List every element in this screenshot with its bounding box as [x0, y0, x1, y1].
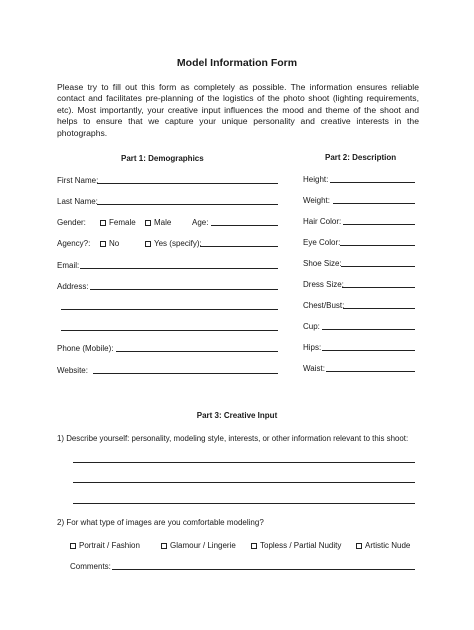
question-1: 1) Describe yourself: personality, modeling style, interests, or other information relevant to this shoot:	[57, 434, 409, 443]
agency-yes-checkbox[interactable]	[145, 241, 151, 247]
female-option[interactable]	[100, 218, 136, 227]
comments-label: Comments:	[70, 562, 111, 571]
agency-specify-field[interactable]	[200, 246, 278, 247]
portrait-fashion-checkbox[interactable]	[70, 543, 76, 549]
last-name-label: Last Name:	[57, 197, 98, 206]
intro-paragraph: Please try to fill out this form as completely as possible. The information ensures reliable contact and facilitates pre-planning of the logistics of the photo shoot (lighting requirements, etc). Most importantly, your creative input influences the mood and theme of the shoot and helps to ensure that we capture your unique personality and creative interests in the photographs.	[57, 82, 419, 138]
glamour-lingerie-label: Glamour / Lingerie	[170, 541, 236, 550]
agency-no-option[interactable]	[100, 239, 119, 248]
waist-field[interactable]	[326, 371, 415, 372]
q1-answer-line-2[interactable]	[73, 482, 415, 483]
comments-field[interactable]	[112, 569, 415, 570]
waist-label: Waist:	[303, 364, 325, 373]
agency-no-checkbox[interactable]	[100, 241, 106, 247]
eye-color-field[interactable]	[340, 245, 415, 246]
question-2: 2) For what type of images are you comfortable modeling?	[57, 518, 264, 527]
artistic-nude-label: Artistic Nude	[365, 541, 411, 550]
chest-bust-label: Chest/Bust:	[303, 301, 345, 310]
option-artistic-nude[interactable]	[356, 541, 410, 550]
email-field[interactable]	[80, 268, 278, 269]
form-title: Model Information Form	[176, 57, 298, 69]
shoe-size-field[interactable]	[341, 266, 415, 267]
address-label: Address:	[57, 282, 89, 291]
topless-partial-nudity-label: Topless / Partial Nudity	[260, 541, 342, 550]
email-label: Email:	[57, 261, 80, 270]
dress-size-field[interactable]	[342, 287, 415, 288]
hips-label: Hips:	[303, 343, 322, 352]
age-label: Age:	[192, 218, 209, 227]
male-label: Male	[154, 218, 172, 227]
cup-label: Cup:	[303, 322, 320, 331]
portrait-fashion-label: Portrait / Fashion	[79, 541, 140, 550]
eye-color-label: Eye Color:	[303, 238, 341, 247]
last-name-field[interactable]	[97, 204, 278, 205]
phone-field[interactable]	[116, 351, 278, 352]
agency-no-label: No	[109, 239, 120, 248]
shoe-size-label: Shoe Size:	[303, 259, 342, 268]
glamour-lingerie-checkbox[interactable]	[161, 543, 167, 549]
artistic-nude-checkbox[interactable]	[356, 543, 362, 549]
height-field[interactable]	[330, 182, 415, 183]
hips-field[interactable]	[322, 350, 415, 351]
cup-field[interactable]	[322, 329, 415, 330]
gender-label: Gender:	[57, 218, 86, 227]
dress-size-label: Dress Size:	[303, 280, 344, 289]
hair-color-label: Hair Color:	[303, 217, 342, 226]
part3-heading: Part 3: Creative Input	[196, 411, 278, 420]
address-field-line-1[interactable]	[90, 289, 278, 290]
weight-label: Weight:	[303, 196, 330, 205]
q1-answer-line-1[interactable]	[73, 462, 415, 463]
hair-color-field[interactable]	[343, 224, 415, 225]
q1-answer-line-3[interactable]	[73, 503, 415, 504]
weight-field[interactable]	[333, 203, 415, 204]
first-name-field[interactable]	[97, 183, 278, 184]
height-label: Height:	[303, 175, 329, 184]
website-field[interactable]	[93, 373, 278, 374]
agency-yes-label: Yes (specify):	[154, 239, 202, 248]
first-name-label: First Name:	[57, 176, 99, 185]
website-label: Website:	[57, 366, 88, 375]
male-checkbox[interactable]	[145, 220, 151, 226]
topless-partial-nudity-checkbox[interactable]	[251, 543, 257, 549]
agency-label: Agency?:	[57, 239, 91, 248]
option-portrait-fashion[interactable]	[70, 541, 140, 550]
part2-heading: Part 2: Description	[325, 153, 397, 162]
female-label: Female	[109, 218, 136, 227]
address-field-line-3[interactable]	[61, 330, 278, 331]
male-option[interactable]	[145, 218, 171, 227]
option-glamour-lingerie[interactable]	[161, 541, 236, 550]
age-field[interactable]	[211, 225, 278, 226]
address-field-line-2[interactable]	[61, 309, 278, 310]
part1-heading: Part 1: Demographics	[121, 154, 204, 163]
chest-bust-field[interactable]	[343, 308, 415, 309]
phone-label: Phone (Mobile):	[57, 344, 114, 353]
option-topless-partial-nudity[interactable]	[251, 541, 341, 550]
agency-yes-option[interactable]	[145, 239, 202, 248]
female-checkbox[interactable]	[100, 220, 106, 226]
